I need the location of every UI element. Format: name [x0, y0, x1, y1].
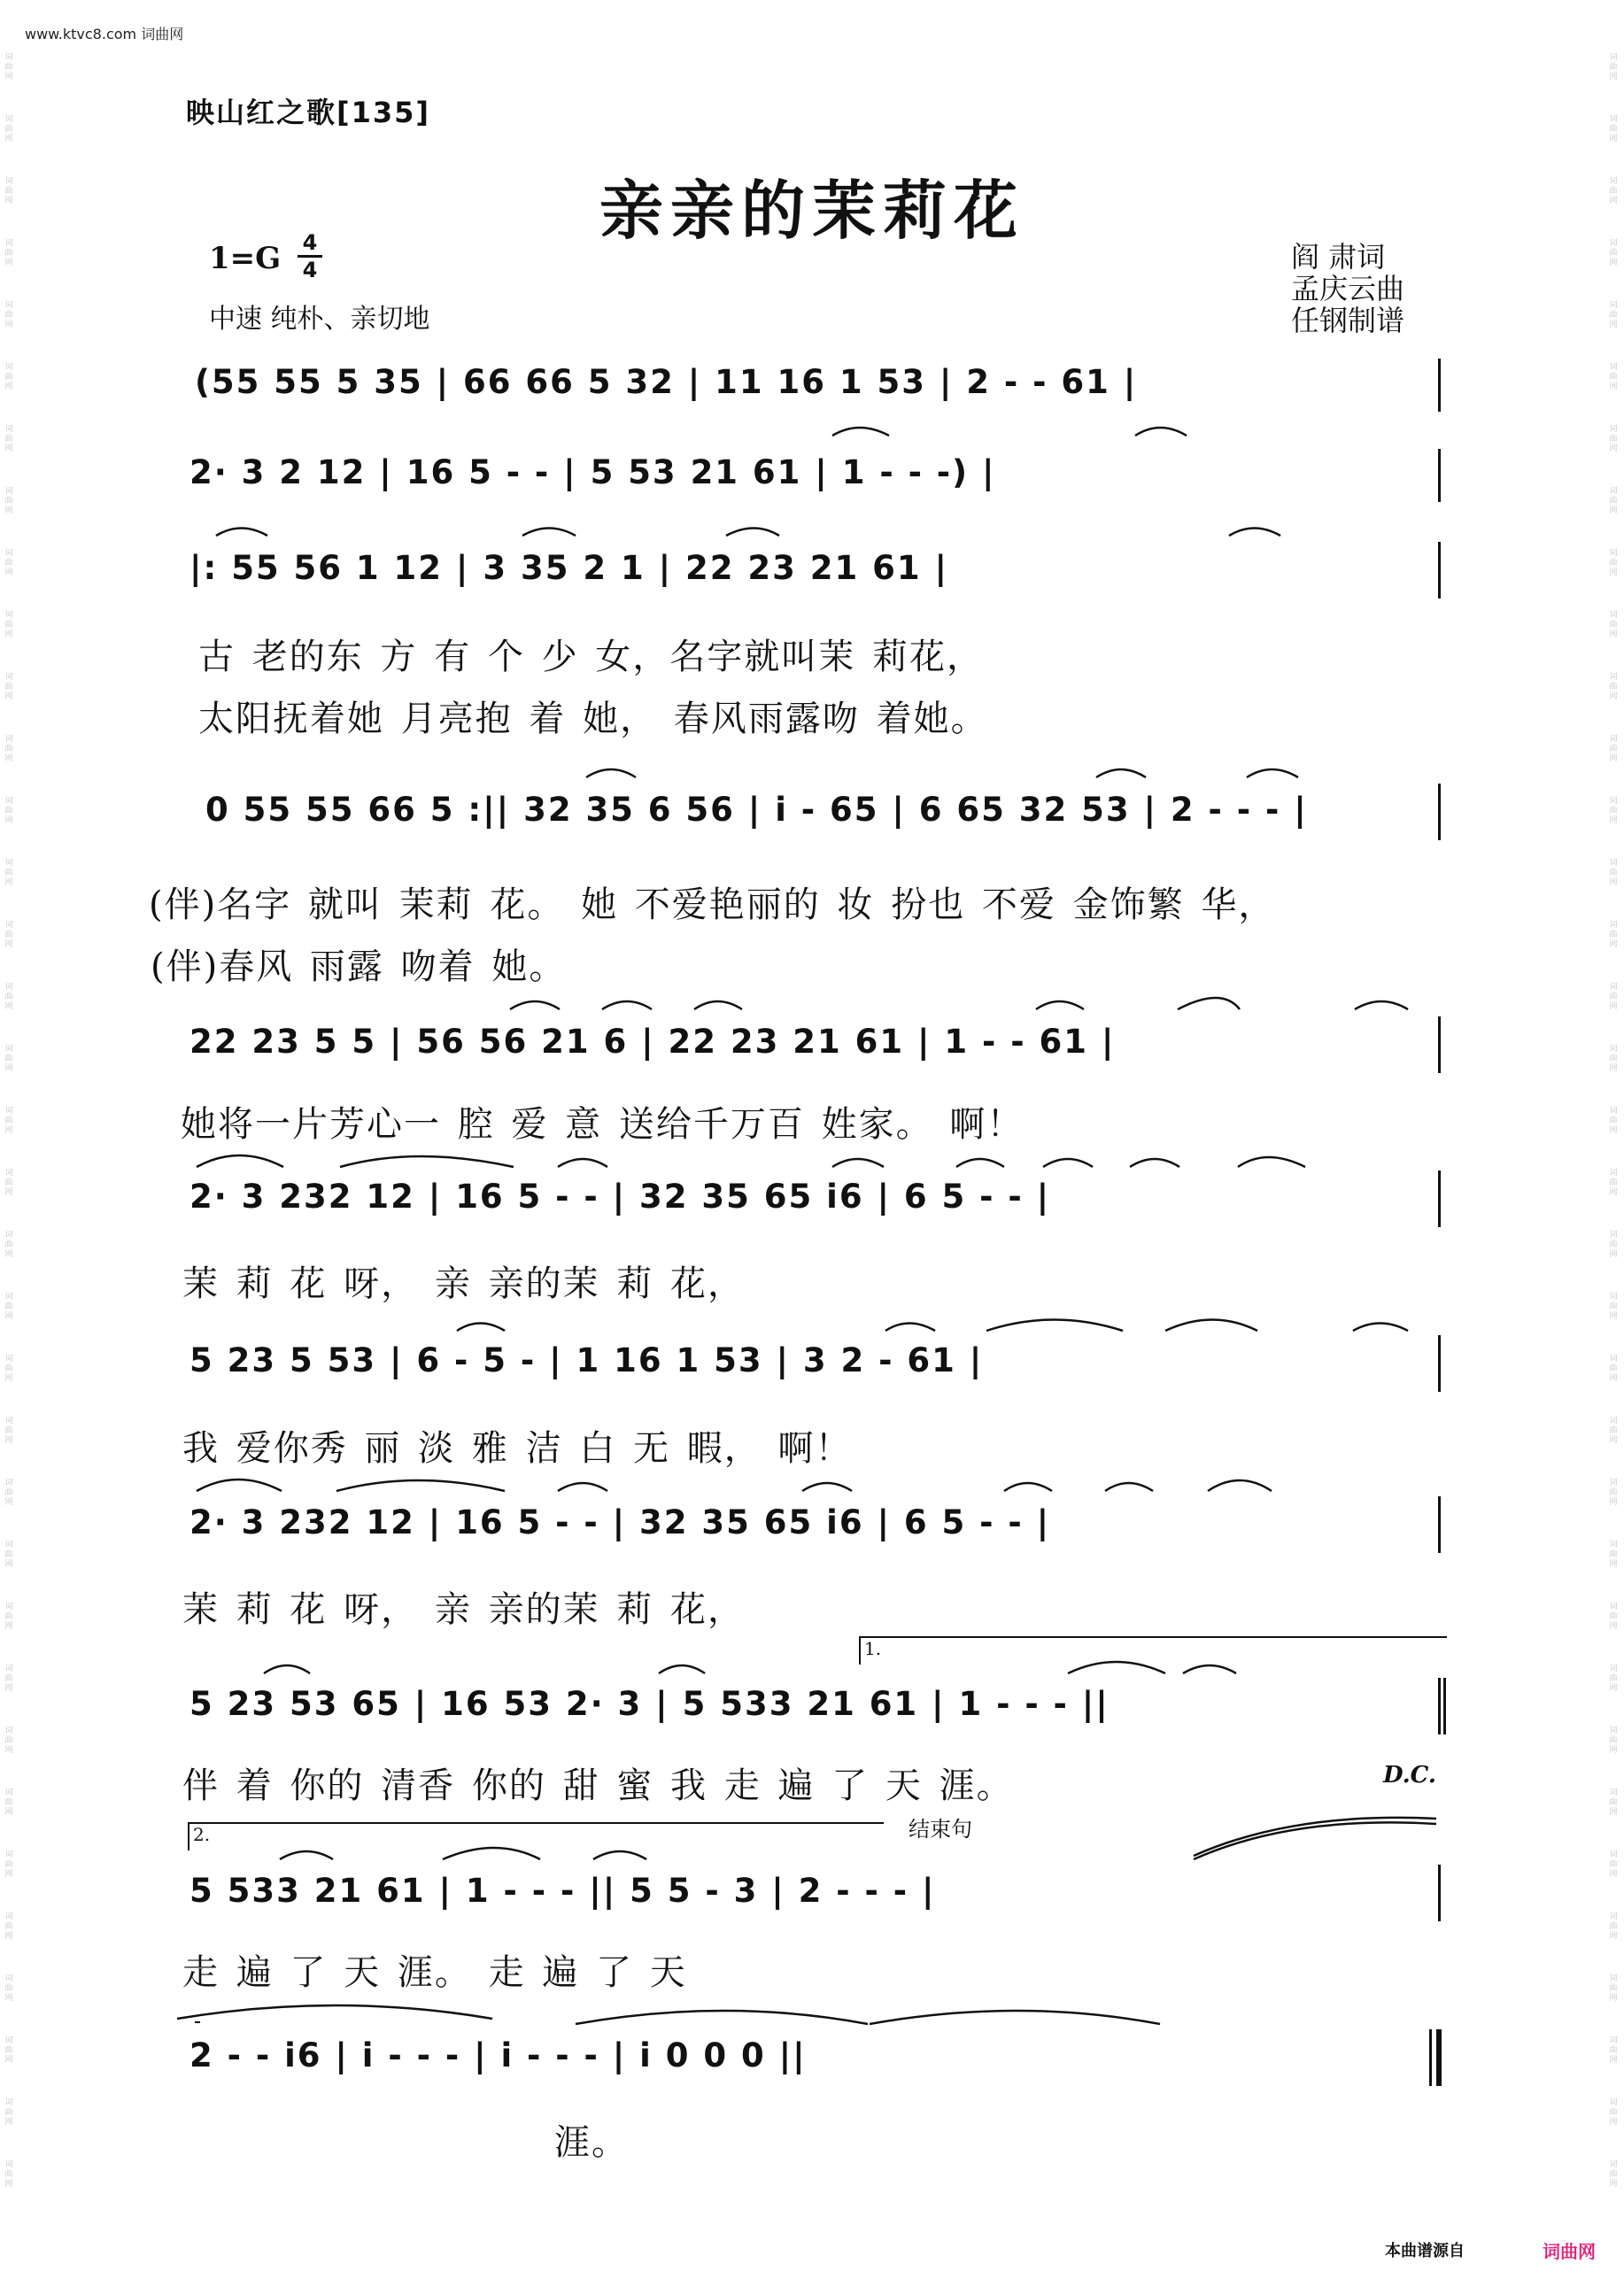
slur-36 — [264, 1665, 310, 1673]
slur-31 — [558, 1483, 607, 1491]
slur-13 — [1036, 1001, 1084, 1009]
left-strip-watermark-mark: 词曲网 — [4, 1417, 13, 1445]
left-strip-watermark-mark: 词曲网 — [4, 735, 13, 763]
left-strip-watermark-mark: 词曲网 — [4, 301, 13, 329]
left-strip-watermark-mark: 词曲网 — [4, 1727, 13, 1755]
right-strip-watermark-mark: 词曲网 — [1609, 1912, 1618, 1941]
right-strip-watermark-mark: 词曲网 — [1609, 363, 1618, 391]
slur-12 — [694, 1001, 742, 1009]
slur-40 — [280, 1851, 333, 1859]
left-strip-watermark-mark: 词曲网 — [4, 425, 13, 453]
slur-45 — [177, 2005, 492, 2019]
left-strip-watermark-mark: 词曲网 — [4, 2036, 13, 2065]
left-strip-watermark-mark: 词曲网 — [4, 2160, 13, 2189]
slur-22 — [1130, 1159, 1179, 1167]
right-strip-watermark-mark: 词曲网 — [1609, 797, 1618, 825]
right-strip-watermark-mark: 词曲网 — [1609, 983, 1618, 1011]
slur-42 — [593, 1851, 646, 1859]
left-strip-watermark-mark: 词曲网 — [4, 115, 13, 143]
score-row-3-lyrics-1: 古 老的东 方 有 个 少 女，名字就叫茉 莉花， — [198, 637, 985, 677]
score-row-5-lyrics: 她将一片芳心一 腔 爱 意 送给千万百 姓家。 啊！ — [181, 1104, 1025, 1145]
left-strip-watermark-mark: 词曲网 — [4, 611, 13, 639]
volta-2-label: 2. — [193, 1824, 211, 1845]
slur-34 — [1105, 1483, 1153, 1491]
slur-7 — [586, 769, 636, 777]
right-strip-watermark-mark: 词曲网 — [1609, 1479, 1618, 1507]
right-strip-watermark-mark: 词曲网 — [1609, 301, 1618, 329]
song-title: 亲亲的茉莉花 — [599, 173, 1025, 248]
slur-21 — [1043, 1159, 1093, 1167]
slur-28 — [1353, 1324, 1408, 1332]
left-strip-watermark-mark: 词曲网 — [4, 1107, 13, 1135]
site-url: www.ktvc8.com 词曲网 — [25, 26, 184, 42]
score-row-9-notes: 5 23 53 65 | 16 53 2· 3 | 5 533 21 61 | 1 - - - || — [189, 1685, 1110, 1723]
score-row-2-notes: 2· 3 2 12 | 16 5 - - | 5 53 21 61 | 1 - - -) | — [189, 453, 996, 491]
score-row-11-lyrics: 涯。 — [554, 2122, 629, 2163]
slur-38 — [1068, 1662, 1165, 1673]
right-strip-watermark-mark: 词曲网 — [1609, 1169, 1618, 1197]
score-row-5-notes: 22 23 5 5 | 56 56 21 6 | 22 23 21 61 | 1 - - 61 | — [189, 1023, 1116, 1061]
left-strip-watermark-mark: 词曲网 — [4, 1293, 13, 1321]
right-strip-watermark-mark: 词曲网 — [1609, 1788, 1618, 1817]
left-strip-watermark-mark: 词曲网 — [4, 859, 13, 887]
slur-46 — [576, 2011, 868, 2024]
slur-47 — [870, 2011, 1160, 2024]
slur-16 — [197, 1155, 283, 1167]
slur-15 — [1355, 1001, 1408, 1009]
slur-30 — [336, 1480, 505, 1491]
arranger: 任钢制谱 — [1291, 304, 1405, 337]
series-label: 映山红之歌[135] — [186, 96, 431, 129]
slur-37 — [659, 1665, 705, 1673]
score-row-10-lyrics: 走 遍 了 天 涯。 走 遍 了 天 — [182, 1952, 687, 1993]
left-strip-watermark-mark: 词曲网 — [4, 1974, 13, 2003]
footer-source-label: 本曲谱源自 — [1385, 2242, 1465, 2260]
slur-19 — [832, 1159, 884, 1167]
right-strip-watermark-mark: 词曲网 — [1609, 1541, 1618, 1569]
slur-5 — [726, 529, 779, 537]
left-strip-watermark-mark: 词曲网 — [4, 1355, 13, 1383]
slur-6 — [1229, 529, 1280, 537]
right-strip-watermark-mark: 词曲网 — [1609, 239, 1618, 267]
score-row-7-lyrics: 我 爱你秀 丽 淡 雅 洁 白 无 暇， 啊！ — [182, 1428, 853, 1469]
coda-label: 结束句 — [909, 1817, 972, 1842]
slur-29 — [197, 1479, 282, 1491]
slur-17 — [340, 1156, 514, 1167]
left-strip-watermark-mark: 词曲网 — [4, 1231, 13, 1259]
score-row-8-notes: 2· 3 232 12 | 16 5 - - | 32 35 65 i6 | 6 5 - - | — [189, 1503, 1051, 1541]
right-strip-watermark-mark: 词曲网 — [1609, 53, 1618, 81]
slur-41 — [443, 1848, 540, 1859]
slur-27 — [1165, 1320, 1257, 1332]
slur-33 — [1004, 1483, 1052, 1491]
left-strip-watermark-mark: 词曲网 — [4, 487, 13, 515]
right-strip-watermark-mark: 词曲网 — [1609, 1665, 1618, 1693]
right-strip-watermark-mark: 词曲网 — [1609, 1603, 1618, 1631]
right-strip-watermark-mark: 词曲网 — [1609, 2036, 1618, 2065]
left-strip-watermark-mark: 词曲网 — [4, 1850, 13, 1879]
score-row-4-lyrics-1: (伴)名字 就叫 茉莉 花。 她 不爱艳丽的 妆 扮也 不爱 金饰繁 华， — [149, 885, 1276, 925]
slur-23 — [1238, 1157, 1305, 1167]
right-strip-watermark-mark: 词曲网 — [1609, 1231, 1618, 1259]
right-strip-watermark-mark: 词曲网 — [1609, 2098, 1618, 2127]
slur-20 — [956, 1159, 1004, 1167]
slur-8 — [1096, 769, 1146, 777]
score-row-1-notes: (55 55 5 35 | 66 66 5 32 | 11 16 1 53 | 2 - - 61 | — [195, 363, 1138, 401]
slur-9 — [1247, 769, 1298, 777]
left-strip-watermark-mark: 词曲网 — [4, 673, 13, 701]
left-strip-watermark-mark: 词曲网 — [4, 177, 13, 205]
right-strip-watermark-mark: 词曲网 — [1609, 1107, 1618, 1135]
left-strip-watermark-mark: 词曲网 — [4, 53, 13, 81]
left-strip-watermark-mark: 词曲网 — [4, 983, 13, 1011]
slur-39 — [1183, 1665, 1236, 1673]
meter-top: 4 — [302, 230, 318, 255]
slur-32 — [802, 1483, 852, 1491]
slur-11 — [602, 1001, 652, 1009]
right-strip-watermark-mark: 词曲网 — [1609, 735, 1618, 763]
right-strip-watermark-mark: 词曲网 — [1609, 1850, 1618, 1879]
right-strip-watermark-mark: 词曲网 — [1609, 1727, 1618, 1755]
left-strip-watermark-mark: 词曲网 — [4, 1665, 13, 1693]
left-strip-watermark-mark: 词曲网 — [4, 1479, 13, 1507]
score-row-7-notes: 5 23 5 53 | 6 - 5 - | 1 16 1 53 | 3 2 - 61 | — [189, 1341, 984, 1379]
slur-1 — [832, 428, 889, 436]
right-strip-watermark-mark: 词曲网 — [1609, 2160, 1618, 2189]
score-row-8-lyrics: 茉 莉 花 呀， 亲 亲的茉 莉 花， — [182, 1589, 746, 1630]
score-row-4-lyrics-2: (伴)春风 雨露 吻着 她。 — [151, 946, 567, 987]
slur-2 — [1135, 428, 1187, 436]
lyricist: 阎 肃词 — [1291, 240, 1386, 274]
right-strip-watermark-mark: 词曲网 — [1609, 673, 1618, 701]
right-strip-watermark-mark: 词曲网 — [1609, 611, 1618, 639]
composer: 孟庆云曲 — [1291, 272, 1405, 305]
score-row-11-notes: 2 - - i6 | i - - - | i - - - | i 0 0 0 || — [189, 2036, 807, 2074]
score-row-3-lyrics-2: 太阳抚着她 月亮抱 着 她， 春风雨露吻 着她。 — [198, 699, 988, 739]
left-strip-watermark-mark: 词曲网 — [4, 549, 13, 577]
score-row-3-notes: |: 55 56 1 12 | 3 35 2 1 | 22 23 21 61 | — [189, 549, 948, 587]
left-strip-watermark-mark: 词曲网 — [4, 921, 13, 949]
right-strip-watermark-mark: 词曲网 — [1609, 177, 1618, 205]
volta-1-label: 1. — [864, 1638, 882, 1659]
right-strip-watermark-mark: 词曲网 — [1609, 859, 1618, 887]
score-row-10-notes: 5 533 21 61 | 1 - - - || 5 5 - 3 | 2 - - - | — [189, 1872, 936, 1910]
left-strip-watermark-mark: 词曲网 — [4, 797, 13, 825]
footer-logo: 词曲网 — [1543, 2241, 1596, 2262]
right-strip-watermark-mark: 词曲网 — [1609, 1974, 1618, 2003]
score-row-9-lyrics: 伴 着 你的 清香 你的 甜 蜜 我 走 遍 了 天 涯。 — [182, 1765, 1014, 1806]
score-row-6-notes: 2· 3 232 12 | 16 5 - - | 32 35 65 i6 | 6 5 - - | — [189, 1178, 1051, 1216]
score-row-4-notes: 0 55 55 66 5 :|| 32 35 6 56 | i - 65 | 6 65 32 53 | 2 - - - | — [205, 791, 1308, 829]
key-signature: 1=G — [209, 241, 282, 276]
slur-18 — [558, 1159, 607, 1167]
slur-25 — [885, 1324, 935, 1332]
score-row-6-lyrics: 茉 莉 花 呀， 亲 亲的茉 莉 花， — [182, 1263, 746, 1304]
right-strip-watermark-mark: 词曲网 — [1609, 1417, 1618, 1445]
slur-10 — [510, 1001, 560, 1009]
left-strip-watermark-mark: 词曲网 — [4, 239, 13, 267]
right-strip-watermark-mark: 词曲网 — [1609, 1355, 1618, 1383]
right-strip-watermark-mark: 词曲网 — [1609, 921, 1618, 949]
left-strip-watermark-mark: 词曲网 — [4, 1169, 13, 1197]
slur-14 — [1178, 998, 1240, 1009]
left-strip-watermark-mark: 词曲网 — [4, 1045, 13, 1073]
slur-3 — [216, 529, 267, 537]
left-strip-watermark-mark: 词曲网 — [4, 363, 13, 391]
right-strip-watermark-mark: 词曲网 — [1609, 549, 1618, 577]
left-strip-watermark-mark: 词曲网 — [4, 2098, 13, 2127]
left-strip-watermark-mark: 词曲网 — [4, 1912, 13, 1941]
tempo-marking: 中速 纯朴、亲切地 — [209, 304, 430, 335]
right-strip-watermark-mark: 词曲网 — [1609, 115, 1618, 143]
slur-26 — [986, 1320, 1123, 1332]
slur-4 — [522, 529, 576, 537]
right-strip-watermark-mark: 词曲网 — [1609, 1293, 1618, 1321]
right-strip-watermark-mark: 词曲网 — [1609, 1045, 1618, 1073]
meter-bottom: 4 — [302, 258, 318, 282]
left-strip-watermark-mark: 词曲网 — [4, 1541, 13, 1569]
slur-24 — [457, 1324, 505, 1332]
dc-marking: D.C. — [1383, 1762, 1436, 1788]
right-strip-watermark-mark: 词曲网 — [1609, 487, 1618, 515]
right-strip-watermark-mark: 词曲网 — [1609, 425, 1618, 453]
left-strip-watermark-mark: 词曲网 — [4, 1603, 13, 1631]
slur-35 — [1208, 1480, 1272, 1491]
left-strip-watermark-mark: 词曲网 — [4, 1788, 13, 1817]
